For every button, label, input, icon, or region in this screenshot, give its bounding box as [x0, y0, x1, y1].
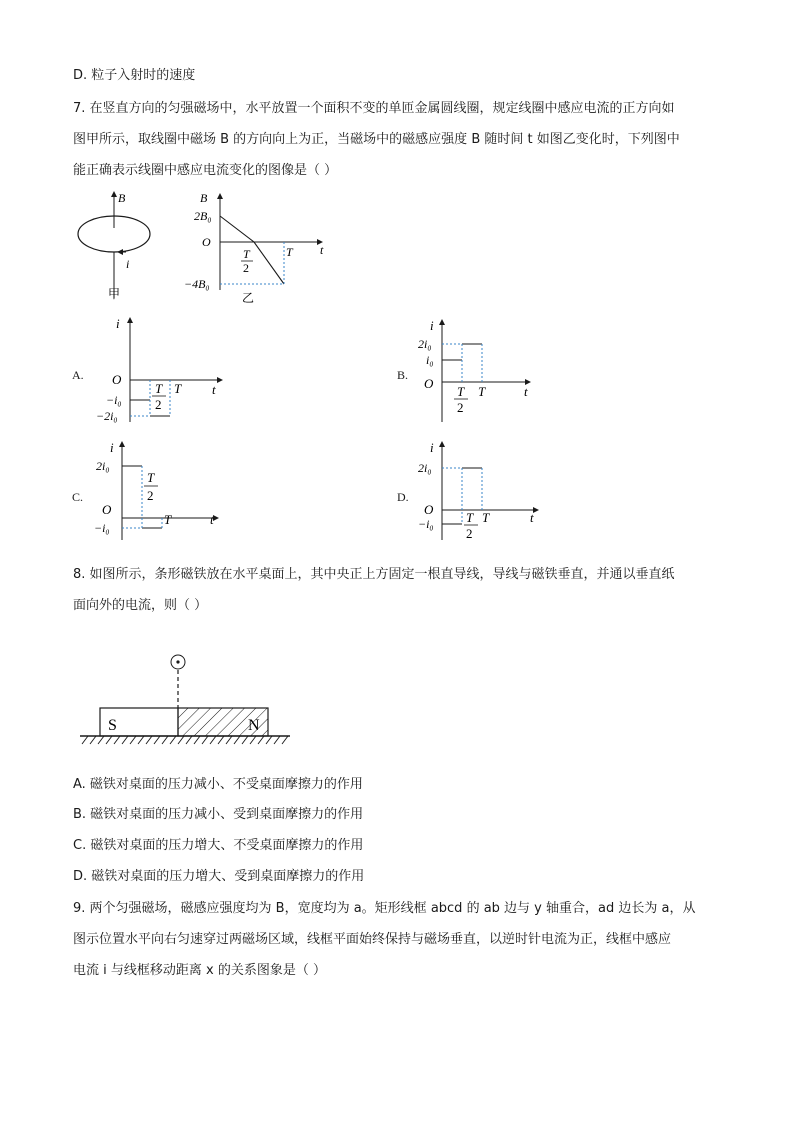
a-half-den: 2 [155, 397, 162, 412]
q8-magnet-figure [78, 648, 298, 748]
d-half-den: 2 [466, 526, 473, 541]
yi-half-num: T [243, 247, 250, 261]
fig-jia [70, 190, 160, 300]
a-level-1: −i₀ [106, 393, 122, 407]
b-label-t: t [524, 384, 528, 399]
jia-caption: 甲 [108, 287, 121, 301]
d-label-o: O [424, 502, 434, 517]
q7-line-2: 图甲所示，取线圈中磁场 B 的方向向上为正，当磁场中的磁感应强度 B 随时间 t 如图乙变化时，下列图中 [73, 132, 680, 147]
b-level-2: i₀ [426, 353, 434, 367]
a-label-t: t [212, 382, 216, 397]
c-half-den: 2 [147, 488, 154, 503]
a-label-i: i [116, 316, 120, 331]
d-level-1: 2i₀ [418, 461, 432, 475]
q8-option-d[interactable]: D. 磁铁对桌面的压力增大、受到桌面摩擦力的作用 [73, 869, 365, 884]
c-half-num: T [147, 470, 155, 485]
d-label-i: i [430, 440, 434, 455]
yi-label-T: T [286, 245, 293, 259]
b-label-i: i [430, 318, 434, 333]
d-label-T: T [482, 510, 490, 525]
c-label-i: i [110, 440, 114, 455]
b-half-den: 2 [457, 400, 464, 415]
q8-line-2: 面向外的电流，则（ ） [73, 598, 208, 613]
magnet-s-label: S [108, 717, 117, 734]
q9-line-2: 图示位置水平向右匀速穿过两磁场区域，线框平面始终保持与磁场垂直，以逆时针电流为正，线框中感应 [73, 932, 672, 947]
magnet-n-label: N [248, 717, 260, 734]
q7-option-c-graph[interactable] [92, 438, 242, 543]
q8-option-c[interactable]: C. 磁铁对桌面的压力增大、不受桌面摩擦力的作用 [73, 838, 364, 853]
b-level-1: 2i₀ [418, 337, 432, 351]
q9-line-1: 9. 两个匀强磁场，磁感应强度均为 B，宽度均为 a。矩形线框 abcd 的 ab 边与 y 轴重合，ad 边长为 a，从 [73, 901, 696, 916]
q7-line-1: 7. 在竖直方向的匀强磁场中，水平放置一个面积不变的单匝金属圆线圈，规定线圈中感应电流的正方向如 [73, 101, 675, 116]
q8-line-1: 8. 如图所示，条形磁铁放在水平桌面上，其中央正上方固定一根直导线，导线与磁铁垂直，并通以垂直纸 [73, 567, 675, 582]
c-label-t: t [210, 512, 214, 527]
yi-label-b: B [200, 191, 208, 205]
b-half-num: T [457, 384, 465, 399]
yi-label-m4b0: −4B₀ [184, 277, 210, 291]
q8-option-a[interactable]: A. 磁铁对桌面的压力减小、不受桌面摩擦力的作用 [73, 777, 363, 792]
b-label-T: T [478, 384, 486, 399]
jia-label-i: i [126, 257, 130, 271]
q7-option-d-graph[interactable] [418, 438, 568, 543]
yi-label-2b0: 2B₀ [194, 209, 212, 223]
q8-option-b[interactable]: B. 磁铁对桌面的压力减小、受到桌面摩擦力的作用 [73, 807, 364, 822]
q7-option-b-letter[interactable]: B. [397, 368, 409, 382]
q7-option-c-letter[interactable]: C. [72, 490, 84, 504]
d-label-t: t [530, 510, 534, 525]
fig-yi [186, 190, 346, 305]
yi-label-o: O [202, 235, 211, 249]
c-level-1: 2i₀ [96, 459, 110, 473]
b-label-o: O [424, 376, 434, 391]
q7-option-d-letter[interactable]: D. [397, 490, 409, 504]
q7-option-b-graph[interactable] [416, 314, 566, 424]
c-level-2: −i₀ [94, 521, 110, 535]
a-level-2: −2i₀ [96, 409, 118, 423]
q7-option-a-letter[interactable]: A. [72, 368, 84, 382]
c-label-o: O [102, 502, 112, 517]
q7-line-3: 能正确表示线圈中感应电流变化的图像是（ ） [73, 163, 338, 178]
a-label-T: T [174, 381, 182, 396]
c-label-T: T [164, 512, 172, 527]
q6-option-d: D. 粒子入射时的速度 [73, 68, 196, 83]
yi-caption: 乙 [242, 291, 255, 305]
q9-line-3: 电流 i 与线框移动距离 x 的关系图象是（ ） [73, 963, 326, 978]
a-half-num: T [155, 381, 163, 396]
q7-option-a-graph[interactable] [96, 314, 246, 424]
a-label-o: O [112, 372, 122, 387]
table-hatch [82, 736, 288, 744]
d-level-2: −i₀ [418, 517, 434, 531]
yi-half-den: 2 [243, 261, 249, 275]
d-half-num: T [466, 510, 474, 525]
yi-label-t: t [320, 243, 324, 257]
jia-label-b: B [118, 191, 126, 205]
